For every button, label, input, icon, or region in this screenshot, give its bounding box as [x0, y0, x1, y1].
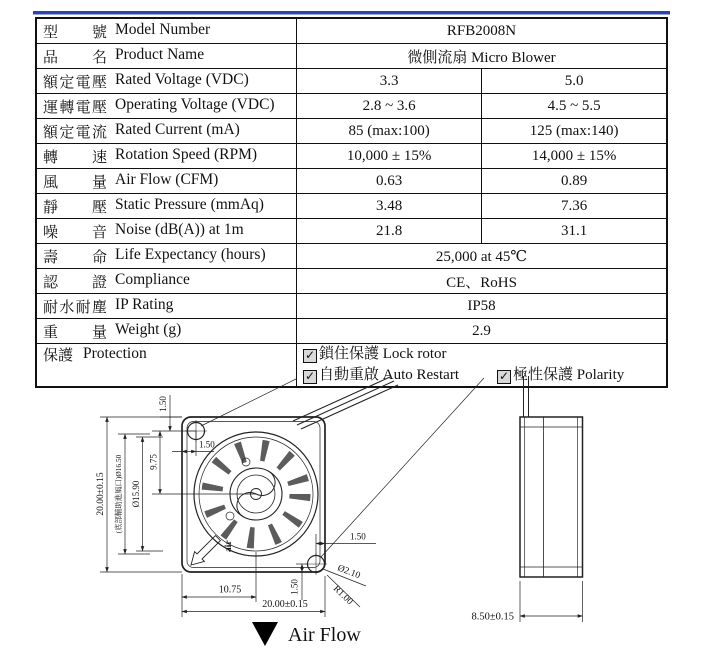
row-label-en: Product Name — [115, 46, 205, 64]
airflow-direction-arrow — [191, 536, 220, 565]
row-label-en: Air Flow (CFM) — [115, 171, 219, 189]
spec-row — [36, 169, 667, 194]
dim-body-width: 20.00±0.15 — [262, 599, 308, 610]
spec-table — [35, 17, 668, 388]
row-label-zh: 噪 音 — [43, 224, 107, 241]
row-value-v2: 0.89 — [482, 169, 667, 194]
spec-row — [36, 44, 667, 69]
row-value-v2: 5.0 — [482, 69, 667, 94]
row-label — [36, 44, 297, 69]
dim-hole-to-center: 9.75 — [148, 454, 159, 470]
spec-row — [36, 194, 667, 219]
row-label — [36, 269, 297, 294]
row-label-en: Model Number — [115, 21, 211, 39]
spec-row — [36, 144, 667, 169]
row-label — [36, 69, 297, 94]
row-label-zh: 認 證 — [43, 274, 107, 291]
row-value-v2: 4.5 ~ 5.5 — [482, 94, 667, 119]
spec-table-body — [36, 18, 667, 344]
dim-corner-radius: R1.00 — [330, 583, 355, 608]
row-label-zh: 靜 壓 — [43, 199, 107, 216]
row-label-en: Static Pressure (mmAq) — [115, 196, 264, 214]
row-label — [36, 319, 297, 344]
row-value-v1: 2.8 ~ 3.6 — [297, 94, 482, 119]
airflow-legend — [252, 622, 361, 646]
row-value: 微側流扇 Micro Blower — [297, 44, 668, 69]
row-label-en: Weight (g) — [115, 321, 182, 339]
row-label-zh: 保護 — [43, 348, 74, 364]
row-label-en: Rated Voltage (VDC) — [115, 71, 249, 89]
row-value-v1: 0.63 — [297, 169, 482, 194]
airflow-triangle-icon — [252, 622, 278, 646]
row-label — [36, 294, 297, 319]
row-label — [36, 94, 297, 119]
protection-item-label: 自動重啟 Auto Restart — [319, 367, 459, 383]
row-value-v2: 14,000 ± 15% — [482, 144, 667, 169]
header-accent-rule — [33, 11, 670, 14]
row-value-v2: 31.1 — [482, 219, 667, 244]
row-label — [36, 119, 297, 144]
spec-row — [36, 18, 667, 44]
row-label-zh: 壽 命 — [43, 249, 107, 266]
spec-row — [36, 219, 667, 244]
row-value-v1: 85 (max:100) — [297, 119, 482, 144]
hole-leader-line — [201, 379, 296, 426]
row-value: 25,000 at 45℃ — [297, 244, 668, 269]
row-label-en: Operating Voltage (VDC) — [115, 96, 275, 114]
front-view — [182, 377, 484, 575]
row-label — [36, 219, 297, 244]
row-label-en: Life Expectancy (hours) — [115, 246, 266, 264]
row-value: CE、RoHS — [297, 269, 668, 294]
row-label-zh: 額定電流 — [43, 124, 107, 141]
spec-row — [36, 69, 667, 94]
row-label-zh: 運轉電壓 — [43, 99, 107, 116]
side-view-wires — [524, 376, 529, 417]
dim-hole-br-offset-h: 1.50 — [350, 531, 366, 542]
row-label — [36, 144, 297, 169]
side-view — [471, 376, 582, 623]
checkbox-checked-icon: ✓ — [304, 369, 316, 383]
checkbox-checked-icon: ✓ — [304, 348, 316, 362]
row-value-v2: 125 (max:140) — [482, 119, 667, 144]
row-value-v1: 3.48 — [297, 194, 482, 219]
dim-body-height: 20.00±0.15 — [96, 472, 106, 516]
row-label-en: Protection — [83, 344, 147, 362]
dim-hole-top-offset-h: 1.50 — [199, 439, 215, 450]
row-label-en: Noise (dB(A)) at 1m — [115, 221, 244, 239]
row-label — [36, 244, 297, 269]
spec-row — [36, 319, 667, 344]
technical-drawing — [0, 375, 702, 652]
dim-impeller: Ø15.90 — [131, 480, 141, 508]
spec-row — [36, 119, 667, 144]
row-label — [36, 18, 297, 44]
row-value: IP58 — [297, 294, 668, 319]
protection-item-label: 鎖住保護 Lock rotor — [319, 346, 447, 362]
air-logo-label: air — [224, 540, 234, 552]
row-value-v1: 21.8 — [297, 219, 482, 244]
spec-row — [36, 269, 667, 294]
airflow-label: Air Flow — [288, 624, 361, 646]
checkbox-checked-icon: ✓ — [498, 369, 510, 383]
row-label-zh: 轉 速 — [43, 149, 107, 166]
row-label — [36, 169, 297, 194]
row-label-en: Compliance — [115, 271, 190, 289]
dim-hole-br-offset-v: 1.50 — [289, 579, 300, 595]
spec-row — [36, 244, 667, 269]
dim-side-depth: 8.50±0.15 — [471, 611, 514, 623]
row-label — [36, 194, 297, 219]
dim-hole-dia: Ø2.10 — [335, 563, 362, 582]
corner-leader-line — [321, 378, 484, 557]
spec-row — [36, 294, 667, 319]
protection-item-label: 極性保護 Polarity — [513, 367, 625, 383]
row-label-en: IP Rating — [115, 296, 174, 314]
row-label-zh: 耐水耐塵 — [43, 299, 107, 316]
dim-hole-top-offset-v: 1.50 — [158, 396, 168, 412]
row-label-en: Rated Current (mA) — [115, 121, 240, 139]
row-value: RFB2008N — [297, 18, 668, 44]
row-label-zh: 額定電壓 — [43, 74, 107, 91]
row-label-zh: 重 量 — [43, 324, 107, 341]
row-value-v2: 7.36 — [482, 194, 667, 219]
dim-inlet: (底部輔助進風口)Ø16.50 — [114, 454, 123, 534]
spec-row — [36, 94, 667, 119]
dim-center-offset: 10.75 — [218, 584, 242, 596]
row-value: 2.9 — [297, 319, 668, 344]
row-label-en: Rotation Speed (RPM) — [115, 146, 258, 164]
row-label-zh: 品 名 — [43, 49, 107, 66]
protection-line-1 — [303, 344, 660, 365]
row-label-zh: 風 量 — [43, 174, 107, 191]
row-value-v1: 10,000 ± 15% — [297, 144, 482, 169]
row-value-v1: 3.3 — [297, 69, 482, 94]
row-label-zh: 型 號 — [43, 24, 107, 41]
